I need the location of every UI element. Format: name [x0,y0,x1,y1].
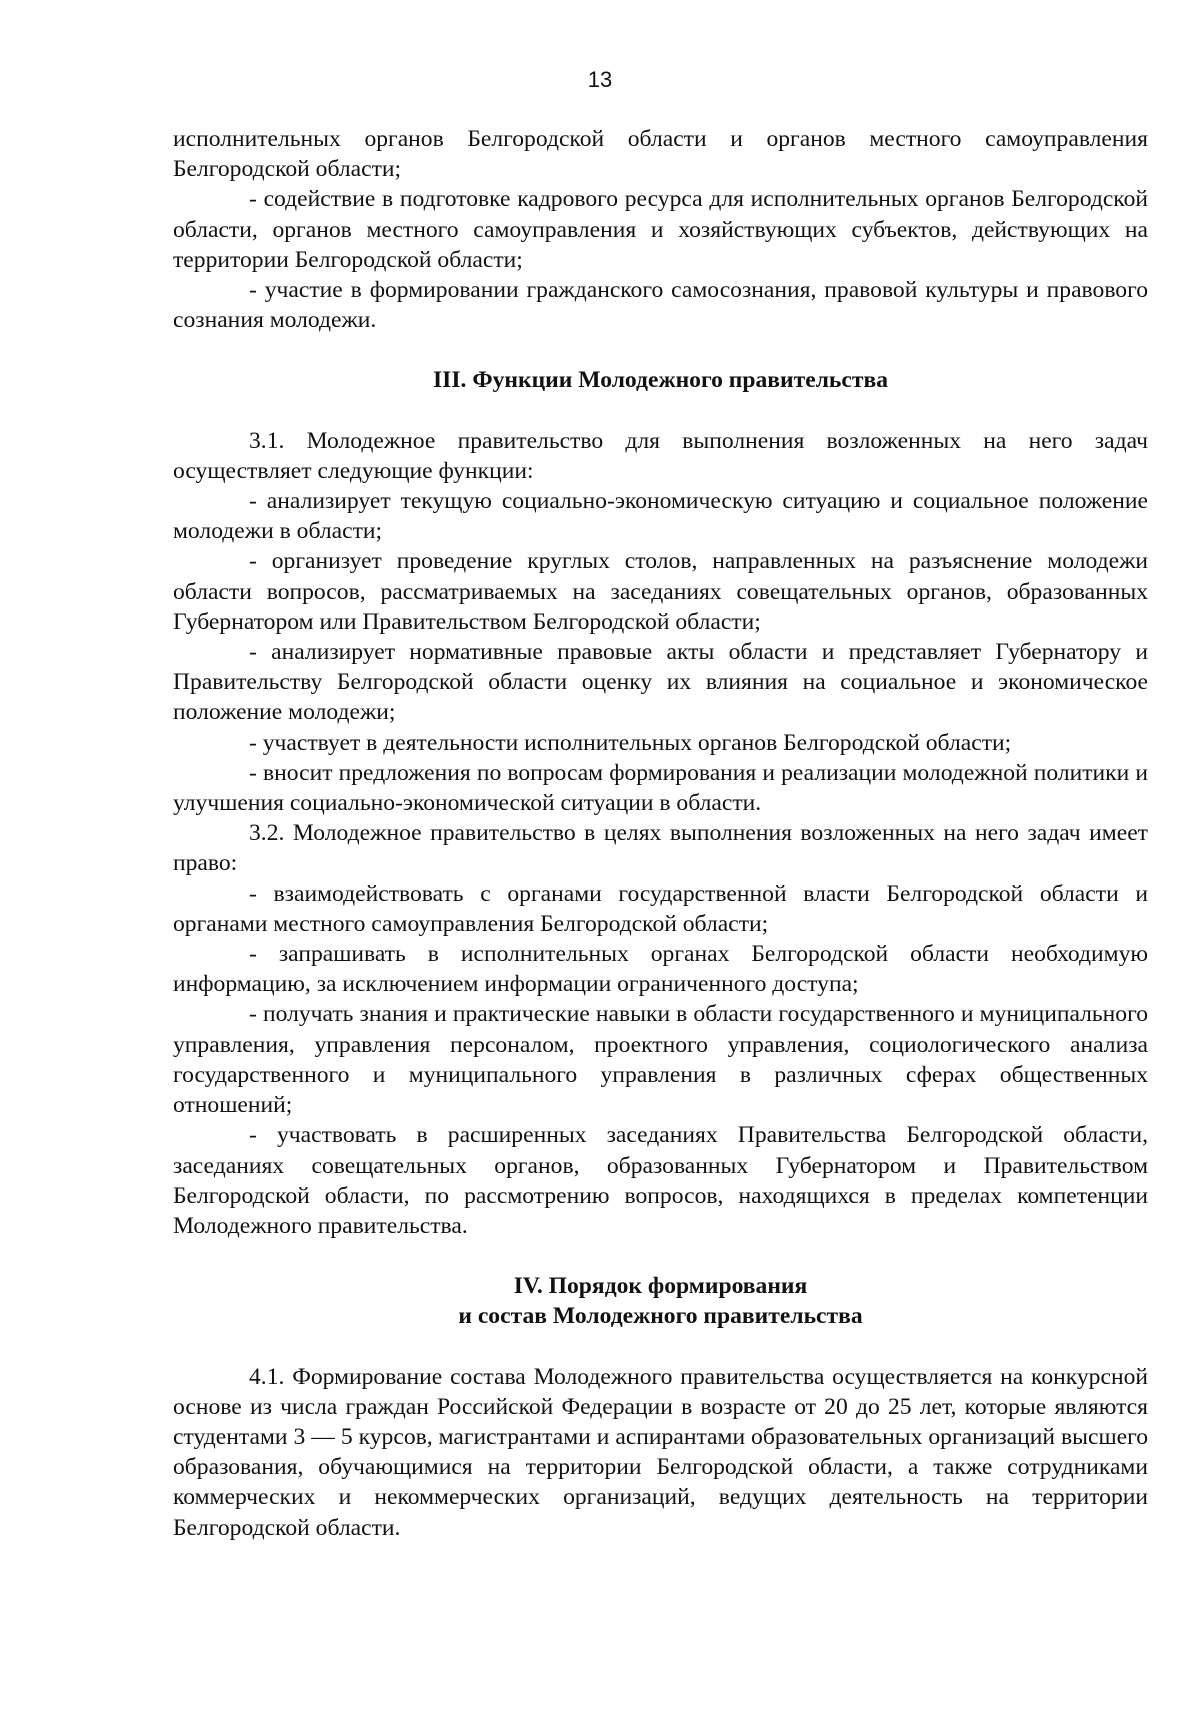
page-number: 13 [587,67,613,92]
paragraph-list-item: - участвовать в расширенных заседаниях Правительства Белгородской области, заседаниях совещательных органов, образованных Губернатором и Правительством Белгородской области, по рассмотрению вопросов, находящихся в пределах компетенции Молодежного правительства. [173,1122,1148,1239]
paragraph-list-item: - анализирует нормативные правовые акты области и представляет Губернатору и Правительству Белгородской области оценку их влияния на социальное и экономическое положение молодежи; [173,639,1148,726]
paragraph-list-item: - взаимодействовать с органами государственной власти Белгородской области и органами местного самоуправления Белгородской области; [173,880,1148,937]
section-heading-formation-line2: и состав Молодежного правительства [458,1303,863,1330]
document-body [173,124,1148,1543]
paragraph-list-item: - содействие в подготовке кадрового ресурса для исполнительных органов Белгородской области, органов местного самоуправления и хозяйствующих субъектов, действующих на территории Белгородской области; [173,186,1148,273]
paragraph-list-item: - запрашивать в исполнительных органах Белгородской области необходимую информацию, за исключением информации ограниченного доступа; [173,941,1148,998]
paragraph-list-item: - участие в формировании гражданского самосознания, правовой культуры и правового сознания молодежи. [173,277,1148,334]
paragraph-list-item: - анализирует текущую социально-экономическую ситуацию и социальное положение молодежи в области; [173,488,1148,545]
paragraph-list-item: - участвует в деятельности исполнительных органов Белгородской области; [249,729,1012,756]
section-heading-functions: III. Функции Молодежного правительства [432,367,889,394]
paragraph-list-item: - организует проведение круглых столов, направленных на разъяснение молодежи области вопросов, рассматриваемых на заседаниях совещательных органов, образованных Губернатором или Правительством Белгородской области; [173,548,1148,635]
paragraph-clause-3-2: 3.2. Молодежное правительство в целях выполнения возложенных на него задач имеет право: [173,820,1148,877]
paragraph-list-item: - вносит предложения по вопросам формирования и реализации молодежной политики и улучшения социально-экономической ситуации в области. [173,759,1148,817]
paragraph-list-item: - получать знания и практические навыки в области государственного и муниципального управления, управления персоналом, проектного управления, социологического анализа государственного и муниципального управления в различных сферах общественных отношений; [173,1001,1148,1119]
paragraph-clause-3-1: 3.1. Молодежное правительство для выполнения возложенных на него задач осуществляет следующие функции: [173,427,1148,484]
paragraph-clause-4-1: 4.1. Формирование состава Молодежного правительства осуществляется на конкурсной основе из числа граждан Российской Федерации в возрасте от 20 до 25 лет, которые являются студентами 3 — 5 курсов, магистрантами и аспирантами образовательных организаций высшего образования, обучающимися на территории Белгородской области, а также сотрудниками коммерческих и некоммерческих организаций, ведущих деятельность на территории Белгородской области. [173,1363,1148,1541]
section-heading-formation-line1: IV. Порядок формирования [513,1273,808,1300]
paragraph-continuation: исполнительных органов Белгородской области и органов местного самоуправления Белгородской области; [173,126,1148,183]
